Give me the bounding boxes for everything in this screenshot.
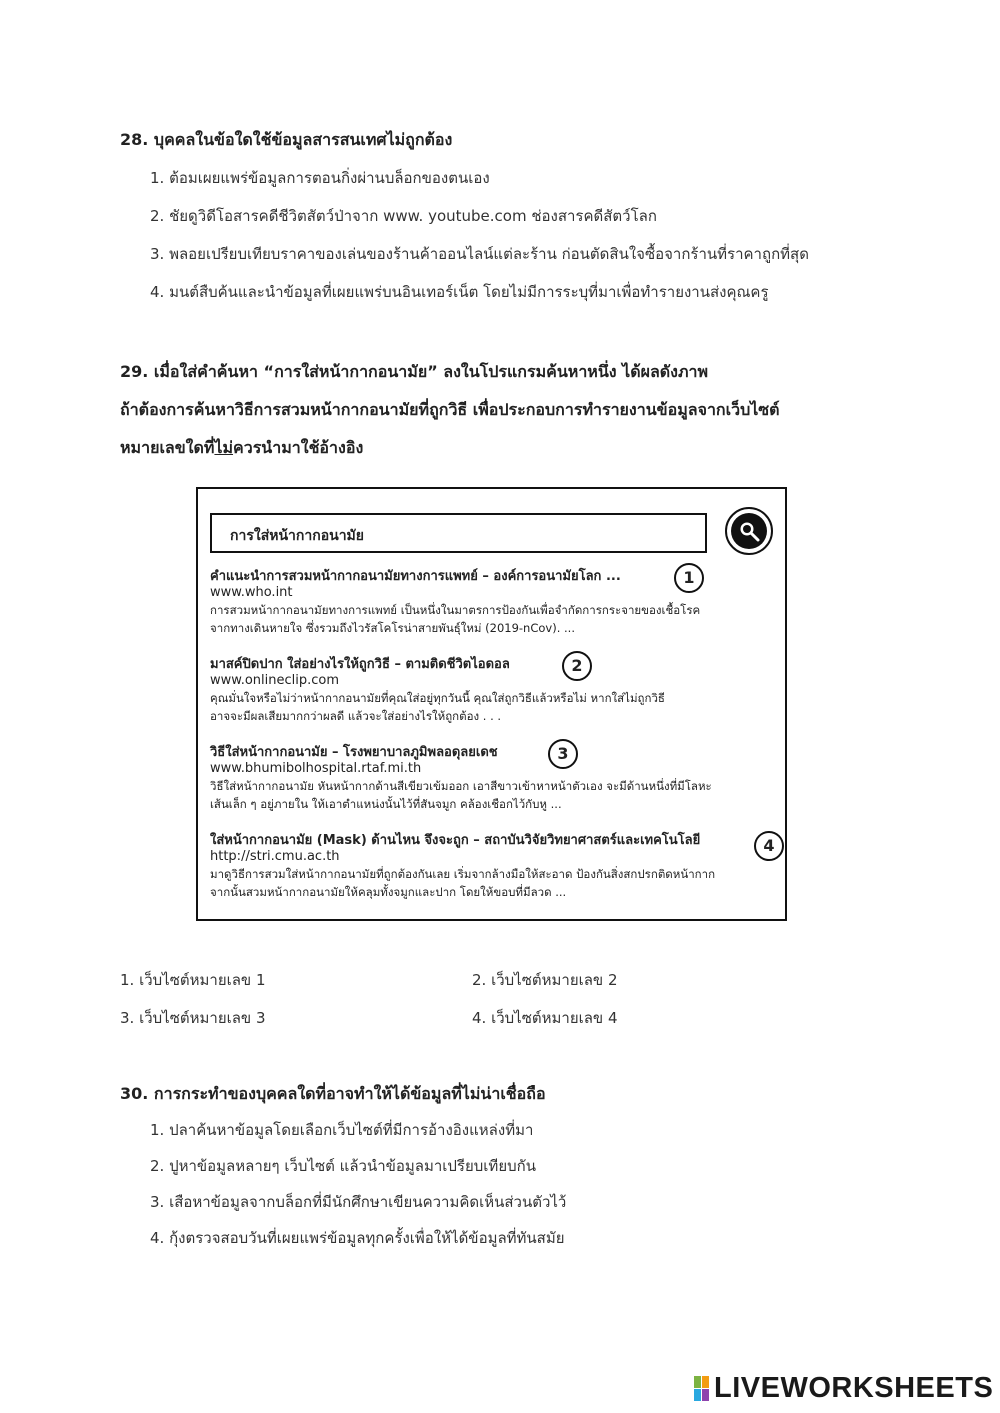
result-1-snippet-1: การสวมหน้ากากอนามัยทางการแพทย์ เป็นหนึ่งในมาตรการป้องกันเพื่อจำกัดการกระจายของเชื้อโรค xyxy=(210,603,701,617)
search-result-3 xyxy=(210,745,790,813)
q29-line3-underlined: ไม่ xyxy=(214,438,234,457)
result-3-snippet-1: วิธีใส่หน้ากากอนามัย หันหน้ากากด้านสีเขียวเข้มออก เอาสีขาวเข้าหาหน้าตัวเอง จะมีด้านหนึ่งที่มีโลหะ xyxy=(210,779,712,793)
result-1-snippet-2: จากทางเดินหายใจ ซึ่งรวมถึงไวรัสโคโรน่าสายพันธุ์ใหม่ (2019-nCov). ... xyxy=(210,621,575,635)
result-3-url: www.bhumibolhospital.rtaf.mi.th xyxy=(210,761,422,776)
search-query-text: การใส่หน้ากากอนามัย xyxy=(230,528,364,544)
result-1-url: www.who.int xyxy=(210,585,293,600)
question-29-line-2: ถ้าต้องการค้นหาวิธีการสวมหน้ากากอนามัยที่ถูกวิธี เพื่อประกอบการทำรายงานข้อมูลจากเว็บไซต์ xyxy=(120,400,780,419)
result-2-title: มาสค์ปิดปาก ใส่อย่างไรให้ถูกวิธี – ตามติดชีวิตไอดอล xyxy=(210,657,510,672)
result-3-title: วิธีใส่หน้ากากอนามัย – โรงพยาบาลภูมิพลอดุลยเดช xyxy=(210,745,498,760)
result-4-snippet-1: มาดูวิธีการสวมใส่หน้ากากอนามัยที่ถูกต้องกันเลย เริ่มจากล้างมือให้สะอาด ป้องกันสิ่งสกปรกติดหน้ากาก xyxy=(210,867,716,881)
search-results-screenshot xyxy=(196,487,787,921)
result-4-snippet-2: จากนั้นสวมหน้ากากอนามัยให้คลุมทั้งจมูกและปาก โดยให้ขอบที่มีลวด ... xyxy=(210,885,567,899)
q28-option-3: 3. พลอยเปรียบเทียบราคาของเล่นของร้านค้าออนไลน์แต่ละร้าน ก่อนตัดสินใจซื้อจากร้านที่ราคาถูกที่สุด xyxy=(150,245,809,263)
q29-answer-2: 2. เว็บไซต์หมายเลข 2 xyxy=(472,971,618,989)
result-2-number-badge: 2 xyxy=(562,651,592,681)
q30-option-3: 3. เสือหาข้อมูลจากบล็อกที่มีนักศึกษาเขียนความคิดเห็นส่วนตัวไว้ xyxy=(150,1193,567,1211)
q28-option-1: 1. ต้อมเผยแพร่ข้อมูลการตอนกิ่งผ่านบล็อกของตนเอง xyxy=(150,169,490,187)
q30-option-2: 2. ปูหาข้อมูลหลายๆ เว็บไซต์ แล้วนำข้อมูลมาเปรียบเทียบกัน xyxy=(150,1157,536,1175)
search-result-4 xyxy=(210,833,790,901)
result-2-snippet-2: อาจจะมีผลเสียมากกว่าผลดี แล้วจะใส่อย่างไรให้ถูกต้อง . . . xyxy=(210,709,502,723)
question-29-line-3 xyxy=(120,436,363,461)
question-30-heading: 30. การกระทำของบุคคลใดที่อาจทำให้ได้ข้อมูลที่ไม่น่าเชื่อถือ xyxy=(120,1084,546,1103)
question-29-line-1: 29. เมื่อใส่คำค้นหา “การใส่หน้ากากอนามัย” ลงในโปรแกรมค้นหาหนึ่ง ได้ผลดังภาพ xyxy=(120,362,709,381)
result-2-snippet-1: คุณมั่นใจหรือไม่ว่าหน้ากากอนามัยที่คุณใส่อยู่ทุกวันนี้ คุณใส่ถูกวิธีแล้วหรือไม่ หากใส่ไม่ถูกวิธี xyxy=(210,691,665,705)
search-result-2 xyxy=(210,657,790,725)
result-4-title: ใส่หน้ากากอนามัย (Mask) ด้านไหน จึงจะถูก – สถาบันวิจัยวิทยาศาสตร์และเทคโนโลยี xyxy=(210,833,701,848)
q29-line3-pre: หมายเลขใดที่ xyxy=(120,438,215,457)
question-28-heading: 28. บุคคลในข้อใดใช้ข้อมูลสารสนเทศไม่ถูกต้อง xyxy=(120,130,453,149)
liveworksheets-logo-icon xyxy=(694,1376,710,1406)
result-2-url: www.onlineclip.com xyxy=(210,673,340,688)
search-icon xyxy=(725,507,773,555)
result-3-number-badge: 3 xyxy=(548,739,578,769)
q29-answer-1: 1. เว็บไซต์หมายเลข 1 xyxy=(120,971,266,989)
q30-option-1: 1. ปลาค้นหาข้อมูลโดยเลือกเว็บไซต์ที่มีการอ้างอิงแหล่งที่มา xyxy=(150,1121,534,1139)
q28-option-4: 4. มนต์สืบค้นและนำข้อมูลที่เผยแพร่บนอินเทอร์เน็ต โดยไม่มีการระบุที่มาเพื่อทำรายงานส่งคุณครู xyxy=(150,283,769,301)
liveworksheets-logo-text: LIVEWORKSHEETS xyxy=(714,1372,994,1404)
q30-option-4: 4. กุ้งตรวจสอบวันที่เผยแพร่ข้อมูลทุกครั้งเพื่อให้ได้ข้อมูลที่ทันสมัย xyxy=(150,1229,565,1247)
q29-answer-3: 3. เว็บไซต์หมายเลข 3 xyxy=(120,1009,266,1027)
result-1-number-badge: 1 xyxy=(674,563,704,593)
q29-answer-4: 4. เว็บไซต์หมายเลข 4 xyxy=(472,1009,618,1027)
result-4-url: http://stri.cmu.ac.th xyxy=(210,849,340,864)
result-3-snippet-2: เส้นเล็ก ๆ อยู่ภายใน ให้เอาตำแหน่งนั้นไว้ที่สันจมูก คล้องเชือกไว้กับหู ... xyxy=(210,797,562,811)
result-1-title: คำแนะนำการสวมหน้ากากอนามัยทางการแพทย์ – องค์การอนามัยโลก ... xyxy=(210,569,621,584)
result-4-number-badge: 4 xyxy=(754,831,784,861)
search-box xyxy=(210,513,707,553)
q29-line3-post: ควรนำมาใช้อ้างอิง xyxy=(233,438,364,457)
q28-option-2: 2. ชัยดูวิดีโอสารคดีชีวิตสัตว์ป่าจาก www. youtube.com ช่องสารคดีสัตว์โลก xyxy=(150,207,657,225)
